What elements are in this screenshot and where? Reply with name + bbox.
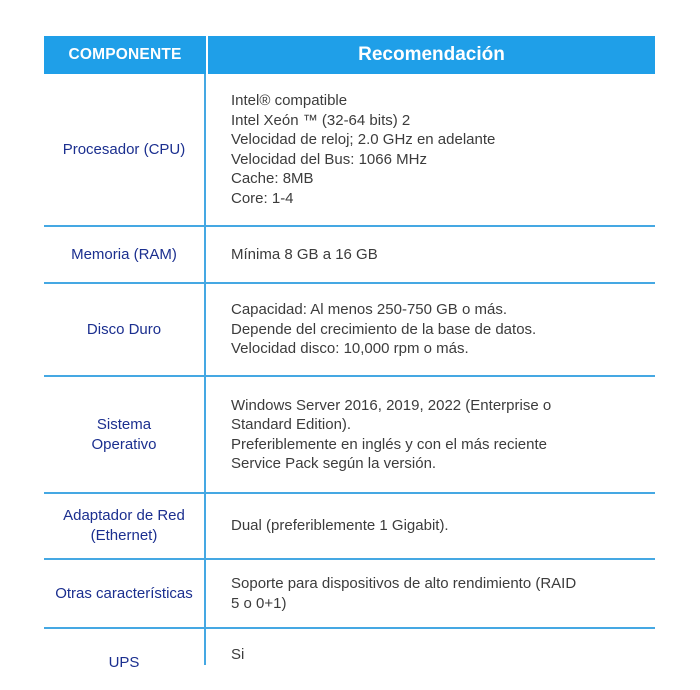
component-cell: Disco Duro xyxy=(44,284,206,375)
recommendation-line: Core: 1-4 xyxy=(231,189,294,207)
component-cell: Procesador (CPU) xyxy=(44,74,206,225)
recommendation-line: Soporte para dispositivos de alto rendimiento (RAID xyxy=(231,575,577,592)
header-recommendation: Recomendación xyxy=(206,36,655,74)
component-cell xyxy=(44,494,206,558)
recommendation-line: Mínima 8 GB a 16 GB xyxy=(231,245,378,263)
hardware-requirements-table xyxy=(44,36,655,671)
table-row-os xyxy=(44,377,655,494)
table-header xyxy=(44,36,655,74)
component-line: Sistema xyxy=(96,415,152,433)
table-row-other xyxy=(44,560,655,629)
recommendation-line: Dual (preferiblemente 1 Gigabit). xyxy=(231,517,449,535)
component-cell xyxy=(44,377,206,492)
recommendation-line: Depende del crecimiento de la base de datos. xyxy=(231,320,537,338)
table-row-network xyxy=(44,494,655,560)
recommendation-cell xyxy=(206,494,655,558)
recommendation-cell xyxy=(206,629,655,665)
component-cell: Otras características xyxy=(44,560,206,627)
recommendation-line: Si xyxy=(231,646,245,663)
recommendation-cell xyxy=(206,74,655,225)
recommendation-line: Preferiblemente en inglés y con el más reciente xyxy=(231,435,547,453)
component-label: UPS xyxy=(108,654,140,671)
recommendation-line: Velocidad de reloj; 2.0 GHz en adelante xyxy=(231,131,496,148)
recommendation-cell xyxy=(206,284,655,375)
recommendation-cell xyxy=(206,377,655,492)
table-row-ups xyxy=(44,629,655,671)
component-line: (Ethernet) xyxy=(90,527,158,544)
recommendation-line: Service Pack según la versión. xyxy=(231,455,437,472)
recommendation-line: Windows Server 2016, 2019, 2022 (Enterprise o xyxy=(231,396,552,414)
header-component: COMPONENTE xyxy=(68,46,182,63)
recommendation-line: Velocidad del Bus: 1066 MHz xyxy=(231,150,427,168)
component-line: Adaptador de Red xyxy=(63,507,185,524)
recommendation-line: Velocidad disco: 10,000 rpm o más. xyxy=(231,340,469,358)
recommendation-cell xyxy=(206,227,655,282)
table-row-ram xyxy=(44,227,655,284)
recommendation-line: Intel® compatible xyxy=(231,92,348,109)
component-cell xyxy=(44,629,206,671)
recommendation-cell xyxy=(206,560,655,627)
table-row-cpu xyxy=(44,74,655,227)
recommendation-line: 5 o 0+1) xyxy=(231,594,287,612)
component-cell: Memoria (RAM) xyxy=(44,227,206,282)
recommendation-line: Intel Xeón ™ (32-64 bits) 2 xyxy=(231,111,411,129)
table-row-disk xyxy=(44,284,655,377)
recommendation-line: Cache: 8MB xyxy=(231,170,314,187)
recommendation-line: Standard Edition). xyxy=(231,416,352,433)
recommendation-line: Capacidad: Al menos 250-750 GB o más. xyxy=(231,301,507,319)
component-line: Operativo xyxy=(91,435,157,453)
